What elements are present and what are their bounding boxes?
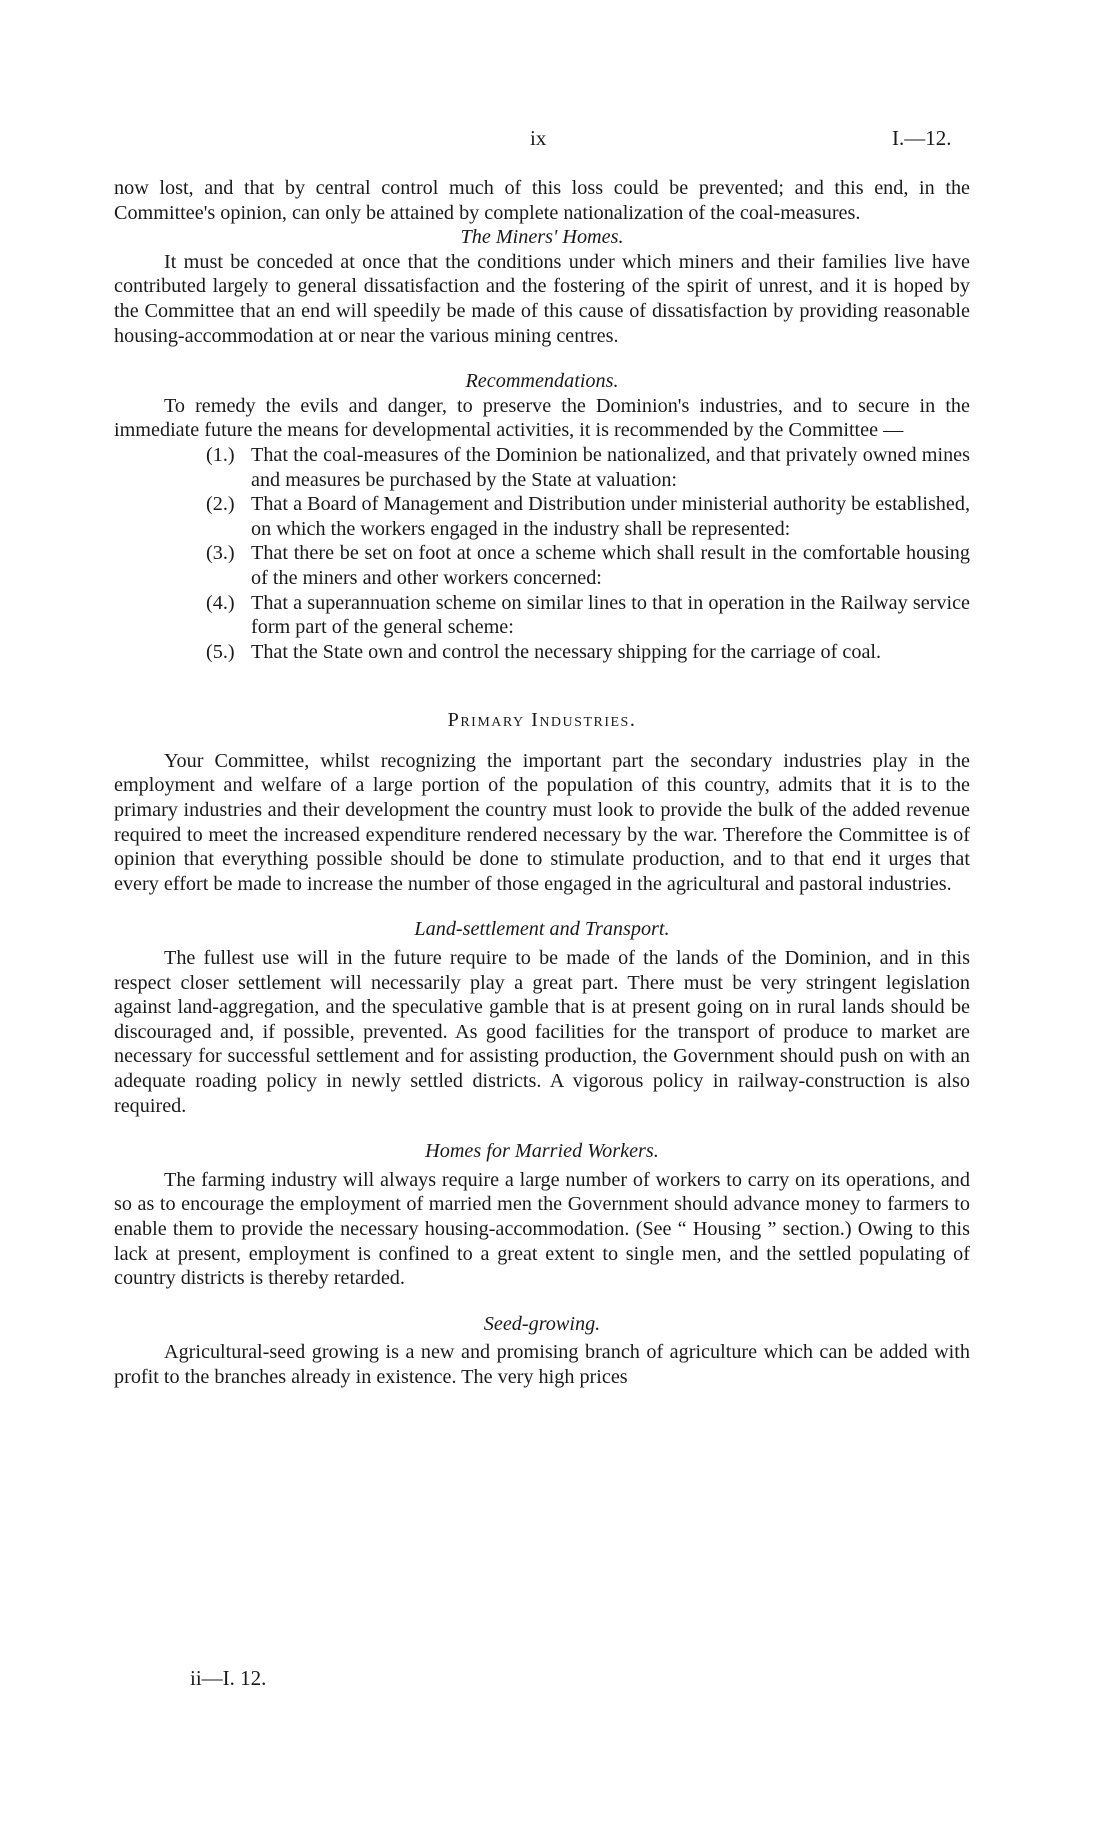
recommendation-item: (5.) That the State own and control the necessary shipping for the carriage of coal. — [206, 640, 882, 663]
signature-mark: ii—I. 12. — [190, 1666, 267, 1690]
document-reference: I.—12. — [892, 126, 952, 150]
primary-industries-heading: Primary Industries. — [447, 709, 637, 732]
page-header — [0, 126, 1114, 156]
recommendation-item: (2.) That a Board of Management and Distribution under ministerial authority be established, on which the workers engaged in the industry shall be represented: — [206, 493, 970, 540]
recommendation-item: (3.) That there be set on foot at once a scheme which shall result in the comfortable housing of the miners and other workers concerned: — [206, 542, 970, 589]
recommendations-heading: Recommendations. — [465, 370, 619, 393]
recommendation-item: (1.) That the coal-measures of the Dominion be nationalized, and that privately owned mines and measures be purchased by the State at valuation: — [206, 443, 970, 491]
land-settlement-paragraph: The fullest use will in the future require to be made of the lands of the Dominion, and in this respect closer settlement will necessarily play a great part. There must be very stringent legislation against land-aggregation, and the speculative gamble that is at present going on in rural lands should be discouraged and, if possible, prevented. As good facilities for the transport of produce to market are necessary for successful settlement and for assisting production, the Government should push on with an adequate roading policy in newly settled districts. A vigorous policy in railway-construction is also required. — [114, 947, 970, 1117]
miners-homes-paragraph: It must be conceded at once that the conditions under which miners and their families live have contributed largely to general dissatisfaction and the fostering of the spirit of unrest, and it is hoped by the Committee that an end will speedily be made of this cause of dissatisfaction by providing reasonable housing-accommodation at or near the various mining centres. — [114, 250, 970, 347]
land-settlement-heading: Land-settlement and Transport. — [414, 918, 670, 941]
recommendations-list — [114, 443, 970, 664]
page-number: ix — [530, 126, 547, 150]
recommendation-item: (4.) That a superannuation scheme on similar lines to that in operation in the Railway service form part of the general scheme: — [206, 591, 970, 639]
continuation-paragraph: now lost, and that by central control much of this loss could be prevented; and this end, in the Committee's opinion, can only be attained by complete nationalization of the coal-measures. — [114, 177, 970, 224]
page-body — [114, 176, 970, 1390]
primary-industries-paragraph: Your Committee, whilst recognizing the important part the secondary industries play in the employment and welfare of a large portion of the population of this country, admits that it is to the primary industries and their development the country must look to provide the bulk of the added revenue required to meet the increased expenditure rendered necessary by the war. Therefore the Committee is of opinion that everything possible should be done to stimulate production, and to that end it urges that every effort be made to increase the number of those engaged in the agricultural and pastoral industries. — [114, 749, 970, 895]
recommendations-intro: To remedy the evils and danger, to preserve the Dominion's industries, and to secure in the immediate future the means for developmental activities, it is recommended by the Committee — — [114, 394, 970, 442]
seed-growing-heading: Seed-growing. — [483, 1312, 601, 1335]
homes-married-workers-heading: Homes for Married Workers. — [425, 1140, 659, 1163]
homes-married-workers-paragraph: The farming industry will always require a large number of workers to carry on its operations, and so as to encourage the employment of married men the Government should advance money to farmers to enable them to provide the necessary housing-accommodation. (See “ Housing ” section.) Owing to this lack at present, employment is confined to a great extent to single men, and the settled populating of country districts is thereby retarded. — [114, 1168, 970, 1290]
seed-growing-paragraph: Agricultural-seed growing is a new and promising branch of agriculture which can be added with profit to the branches already in existence. The very high prices — [114, 1341, 970, 1388]
miners-homes-heading: The Miners' Homes. — [460, 226, 624, 249]
